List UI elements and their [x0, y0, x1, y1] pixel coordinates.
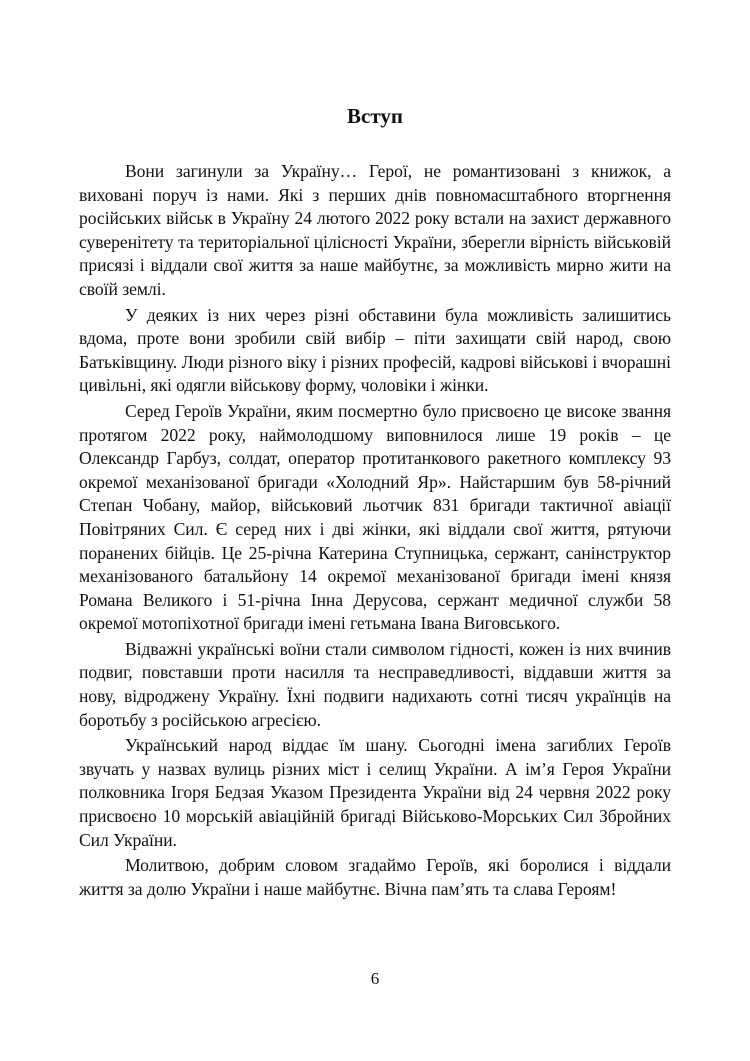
paragraph-6: Молитвою, добрим словом згадаймо Героїв, які боролися і віддали життя за долю України і наше майбутнє. Вічна пам’ять та слава Героям! — [79, 855, 671, 899]
paragraph-2: У деяких із них через різні обставини була можливість залишитись вдома, проте вони зробили свій вибір – піти захищати свій народ, свою Батьківщину. Люди різного віку і різних професій, кадрові військові і вчорашні цивільні, які одягли військову форму, чоловіки і жінки. — [79, 304, 671, 396]
body-text — [79, 160, 671, 903]
paragraph-5: Український народ віддає їм шану. Сьогодні імена загиблих Героїв звучать у назвах вулиць різних міст і селищ України. А ім’я Героя України полковника Ігоря Бедзая Указом Президента України від 24 червня 2022 року присвоєно 10 морській авіаційній бригаді Військово-Морських Сил Збройних Сил України. — [79, 735, 671, 850]
page-title: Вступ — [347, 104, 403, 128]
paragraph-4: Відважні українські воїни стали символом гідності, кожен із них вчинив подвиг, повставши проти насилля та несправедливості, віддавши життя за нову, відроджену Україну. Їхні подвиги надихають сотні тисяч українців на боротьбу з російською агресією. — [79, 638, 671, 730]
page-number: 6 — [370, 969, 380, 988]
paragraph-1: Вони загинули за Україну… Герої, не романтизовані з книжок, а виховані поруч із нами. Які з перших днів повномасштабного вторгнення російських військ в Україну 24 лютого 2022 року встали на захист державного суверенітету та територіальної цілісності України, зберегли вірність військовій присязі і віддали свої життя за наше майбутнє, за можливість мирно жити на своїй землі. — [79, 161, 671, 299]
paragraph-3: Серед Героїв України, яким посмертно було присвоєно це високе звання протягом 2022 року, наймолодшому виповнилося лише 19 років – це Олександр Гарбуз, солдат, оператор протитанкового ракетного комплексу 93 окремої механізованої бригади «Холодний Яр». Найстаршим був 58-річний Степан Чобану, майор, військовий льотчик 831 бригади тактичної авіації Повітряних Сил. Є серед них і дві жінки, які віддали свої життя, рятуючи поранених бійців. Це 25-річна Катерина Ступницька, сержант, санінструктор механізованого батальйону 14 окремої механізованої бригади імені князя Романа Великого і 51-річна Інна Дерусова, сержант медичної служби 58 окремої мотопіхотної бригади імені гетьмана Івана Виговського. — [79, 400, 671, 634]
